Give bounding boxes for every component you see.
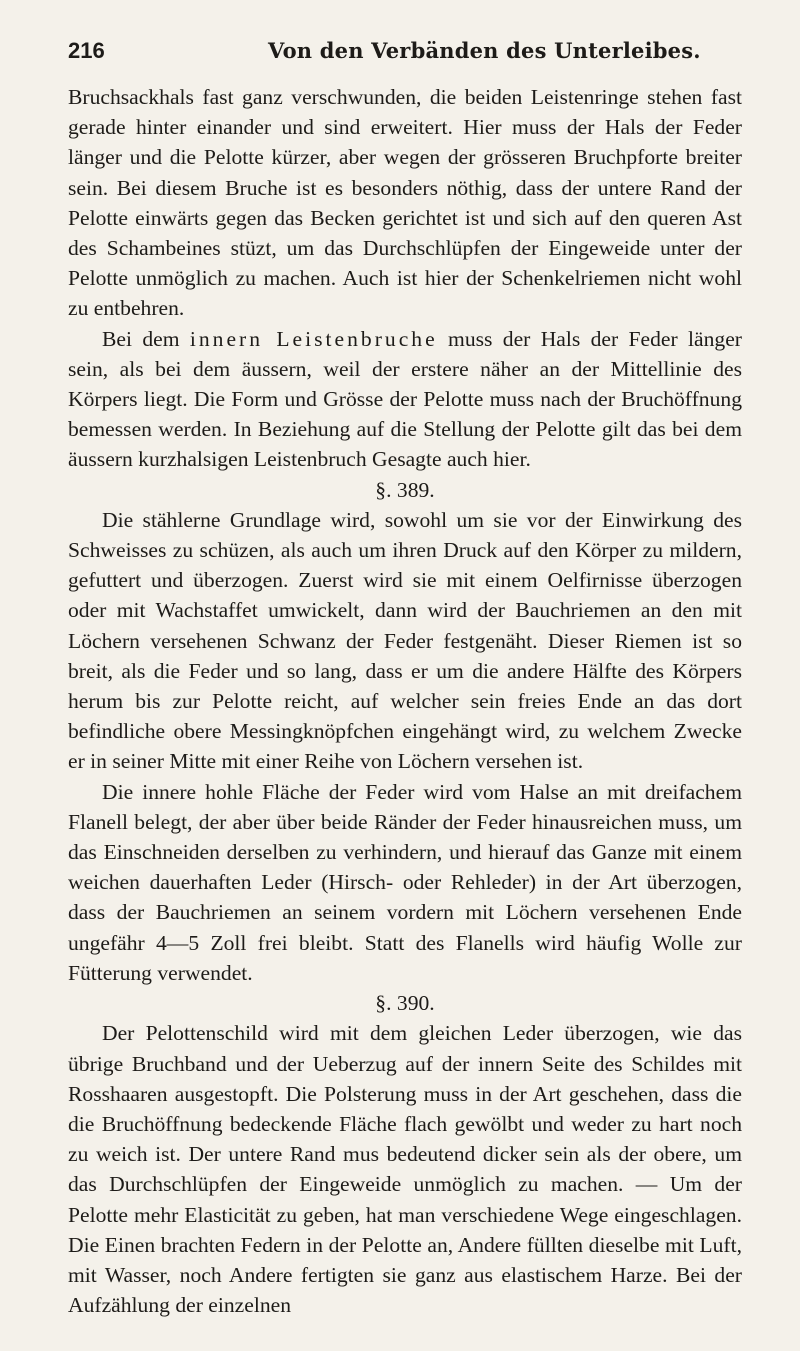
section-389-heading: §. 389. xyxy=(375,477,435,502)
running-head: Von den Verbänden des Unterleibes. xyxy=(268,38,701,63)
section-390-heading: §. 390. xyxy=(375,991,435,1016)
paragraph-2 xyxy=(68,324,742,475)
paragraph-1: Bruchsackhals fast ganz verschwunden, die beiden Leistenringe stehen fast gerade hinter einander und sind erweitert. Hier muss der Hals der Feder länger und die Pelotte kürzer, aber wegen der grösseren Bruchpforte breiter sein. Bei diesem Bruche ist es besonders nöthig, dass der untere Rand der Pelotte einwärts gegen das Becken gerichtet ist und sich auf den queren Ast des Schambeines stüzt, um das Durchschlüpfen der Eingeweide unter der Pelotte unmöglich zu machen. Auch ist hier der Schenkelriemen nicht wohl zu entbehren. xyxy=(68,85,742,321)
body-text xyxy=(68,82,742,1320)
paragraph-2-rest: muss der Hals der Feder länger sein, als bei dem äussern, weil der erstere näher an der Mittellinie des Körpers liegt. Die Form und Grösse der Pelotte muss nach der Bruchöffnung bemessen werden. In Beziehung auf die Stellung der Pelotte gilt das bei dem äussern kurzhalsigen Leistenbruch Gesagte auch hier. xyxy=(68,326,742,472)
page-header xyxy=(68,38,742,78)
paragraph-2-lead: Bei dem xyxy=(102,326,190,351)
term-innern-leistenbruche: innern Leistenbruche xyxy=(189,326,438,351)
paragraph-4: Die innere hohle Fläche der Feder wird vom Halse an mit dreifachem Flanell belegt, der aber über beide Ränder der Feder hinausreichen muss, um das Einschneiden derselben zu verhindern, und hierauf das Ganze mit einem weichen dauerhaften Leder (Hirsch- oder Rehleder) in der Art überzogen, dass der Bauchriemen an seinem vordern mit Löchern versehenen Ende ungefähr 4—5 Zoll frei bleibt. Statt des Flanells wird häufig Wolle zur Fütterung verwendet. xyxy=(68,779,742,985)
paragraph-5: Der Pelottenschild wird mit dem gleichen Leder überzogen, wie das übrige Bruchband und der Ueberzug auf der innern Seite des Schildes mit Rosshaaren ausgestopft. Die Polsterung muss in der Art geschehen, dass die die Bruchöffnung bedeckende Fläche flach gewölbt und weder zu hart noch zu weich ist. Der untere Rand mus bedeutend dicker sein als der obere, um das Durchschlüpfen der Eingeweide unmöglich zu machen. — Um der Pelotte mehr Elasticität zu geben, hat man verschiedene Wege eingeschlagen. Die Einen brachten Federn in der Pelotte an, Andere füllten dieselbe mit Luft, mit Wasser, noch Andere fertigten sie ganz aus elastischem Harze. Bei der Aufzählung der einzelnen xyxy=(68,1021,742,1318)
paragraph-3: Die stählerne Grundlage wird, sowohl um sie vor der Einwirkung des Schweisses zu schüzen, als auch um ihren Druck auf den Körper zu mildern, gefuttert und überzogen. Zuerst wird sie mit einem Oelfirnisse überzogen oder mit Wachstaffet umwickelt, dann wird der Bauchriemen an den mit Löchern versehenen Schwanz der Feder festgenäht. Dieser Riemen ist so breit, als die Feder und so lang, dass er um die andere Hälfte des Körpers herum bis zur Pelotte reicht, auf welcher sein freies Ende an das dort befindliche obere Messingknöpfchen eingehängt wird, zu welchem Zwecke er in seiner Mitte mit einer Reihe von Löchern versehen ist. xyxy=(68,507,742,774)
page-number: 216 xyxy=(68,38,105,63)
